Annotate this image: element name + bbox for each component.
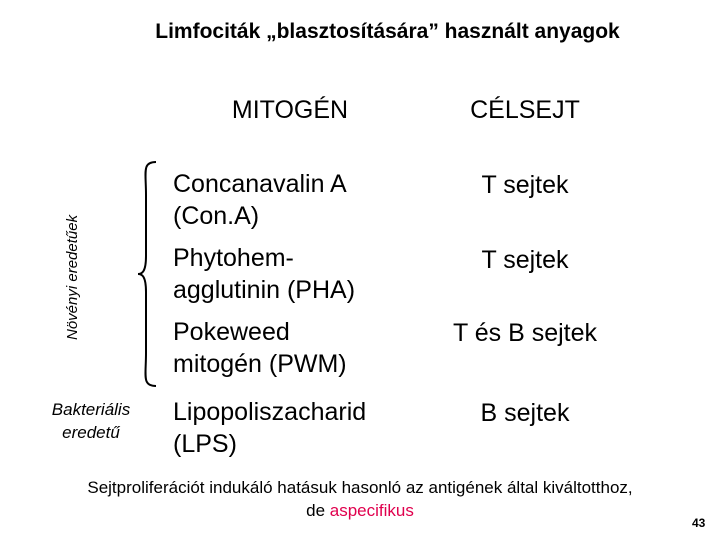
mitogen-abbreviation: agglutinin (PHA) [173, 276, 356, 304]
mitogen-name: Concanavalin A [173, 170, 347, 198]
column-header-target-cell: CÉLSEJT [470, 96, 580, 124]
table-row-mitogen [173, 242, 355, 306]
table-row-target: T sejtek [481, 246, 569, 274]
footer-line2-prefix: de [306, 501, 330, 520]
footer-line1: Sejtproliferációt indukáló hatásuk hasonló az antigének által kiváltotthoz, [87, 478, 633, 497]
group-label-bacterial-origin [26, 398, 156, 444]
mitogen-abbreviation: (Con.A) [173, 202, 260, 230]
table-row-target: B sejtek [480, 399, 570, 427]
table-row-target: T sejtek [481, 171, 569, 199]
table-row-mitogen [173, 168, 347, 232]
mitogen-name: Pokeweed [173, 318, 290, 346]
group-label-plant-origin: Növényi eredetűek [64, 214, 81, 340]
table-row-mitogen [173, 396, 366, 460]
footer-line2 [0, 499, 720, 522]
table-row-mitogen [173, 316, 347, 380]
footer-note [0, 476, 720, 522]
mitogen-abbreviation: (LPS) [173, 430, 237, 458]
curly-brace-icon [136, 160, 166, 388]
table-row-target: T és B sejtek [452, 319, 598, 347]
group-label-bacterial-line1: Bakteriális [51, 400, 131, 419]
page-number: 43 [692, 516, 706, 530]
mitogen-abbreviation: mitogén (PWM) [173, 350, 347, 378]
mitogen-name: Phytohem- [173, 244, 294, 272]
column-header-mitogen: MITOGÉN [231, 96, 349, 124]
group-label-bacterial-line2: eredetű [62, 423, 120, 442]
footer-accent-word: aspecifikus [329, 501, 414, 520]
slide-title: Limfociták „blasztosítására” használt anyagok [155, 20, 620, 43]
mitogen-name: Lipopoliszacharid [173, 398, 367, 426]
